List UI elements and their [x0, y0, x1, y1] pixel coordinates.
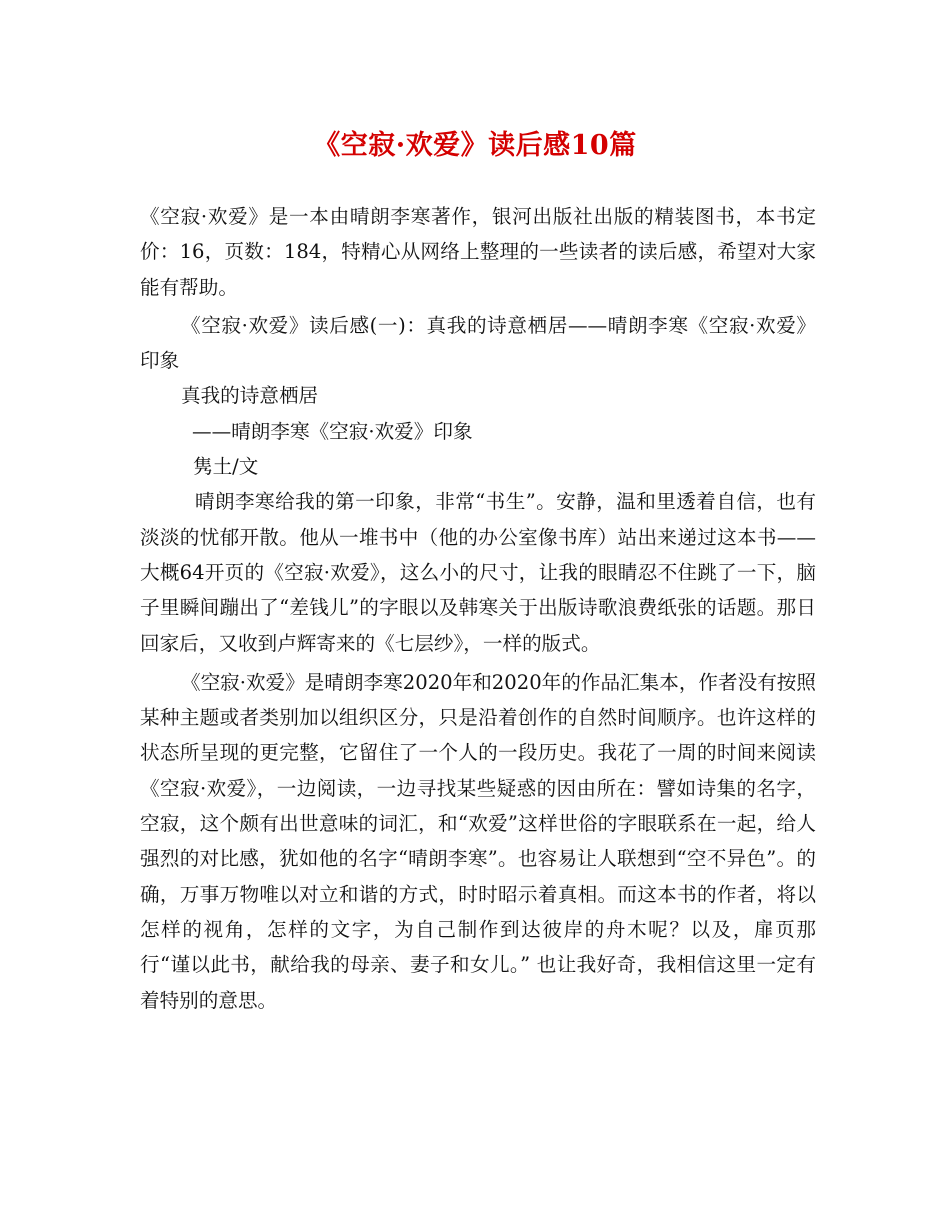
section-heading: 《空寂·欢爱》读后感(一)：真我的诗意栖居——晴朗李寒《空寂·欢爱》印象: [140, 313, 816, 373]
article-title: 真我的诗意栖居: [181, 384, 319, 408]
paragraph-1: 晴朗李寒给我的第一印象，非常“书生”。安静，温和里透着自信，也有淡淡的忧郁开散。他从一堆书中（他的办公室像书库）站出来递过这本书——大概64开页的《空寂·欢爱》，这么小的尺寸，让我的眼睛忍不住跳了一下，脑子里瞬间蹦出了“差钱儿”的字眼以及韩寒关于出版诗歌浪费纸张的话题。那日回家后，又收到卢辉寄来的《七层纱》，一样的版式。: [140, 490, 816, 655]
byline: 隽土/文: [193, 455, 259, 479]
document-title: 《空寂·欢爱》读后感10篇: [313, 130, 637, 161]
article-subtitle: ——晴朗李寒《空寂·欢爱》印象: [192, 419, 473, 443]
paragraph-2: 《空寂·欢爱》是晴朗李寒2020年和2020年的作品汇集本，作者没有按照某种主题或者类别加以组织区分，只是沿着创作的自然时间顺序。也许这样的状态所呈现的更完整，它留住了一个人的一段历史。我花了一周的时间来阅读《空寂·欢爱》，一边阅读，一边寻找某些疑惑的因由所在：譬如诗集的名字，空寂，这个颇有出世意味的词汇，和“欢爱”这样世俗的字眼联系在一起，给人强烈的对比感，犹如他的名字“晴朗李寒”。也容易让人联想到“空不异色”。的确，万事万物唯以对立和谐的方式，时时昭示着真相。而这本书的作者，将以怎样的视角，怎样的文字，为自己制作到达彼岸的舟木呢？以及，扉页那行“谨以此书，献给我的母亲、妻子和女儿。” 也让我好奇，我相信这里一定有着特别的意思。: [140, 670, 816, 1012]
intro-paragraph: 《空寂·欢爱》是一本由晴朗李寒著作，银河出版社出版的精装图书，本书定价：16，页数：184，特精心从网络上整理的一些读者的读后感，希望对大家能有帮助。: [140, 205, 816, 299]
document-body: [140, 199, 816, 1018]
